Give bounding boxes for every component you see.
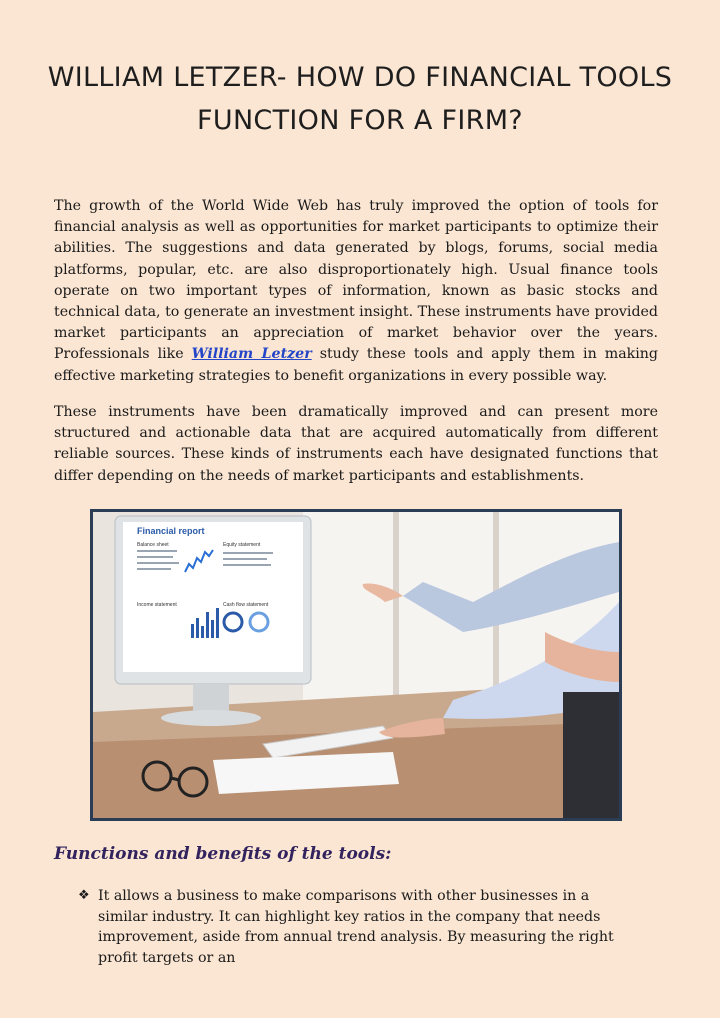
intro-paragraph <box>54 196 658 387</box>
section-heading: Functions and benefits of the tools: <box>54 844 392 864</box>
second-paragraph: These instruments have been dramatically improved and can present more structured and actionable data that are acquired automatically from different reliable sources. These kinds of instruments each have designated functions that differ depending on the needs of market participants and establishments. <box>54 404 658 484</box>
intro-paragraph-text: The growth of the World Wide Web has truly improved the option of tools for financial analysis as well as opportunities for market participants to optimize their abilities. The suggestions and data generated by blogs, forums, social media platforms, popular, etc. are also disproportionately high. Usual finance tools operate on two important types of information, known as basic stocks and technical data, to generate an investment insight. These instruments have provided market participants an appreciation of market behavior over the years. Professionals like <box>54 198 658 363</box>
diamond-bullet-icon: ❖ <box>78 888 90 903</box>
page-title: WILLIAM LETZER- HOW DO FINANCIAL TOOLS FUNCTION FOR A FIRM? <box>47 62 673 136</box>
list-item-text: It allows a business to make comparisons with other businesses in a similar industry. It can highlight key ratios in the company that needs improvement, aside from annual trend analysis. By measuring the right profit targets or an <box>98 888 614 966</box>
william-letzer-link[interactable]: William Letzer <box>191 346 312 363</box>
income-statement-label: Income statement <box>137 602 177 608</box>
report-title: Financial report <box>137 526 205 536</box>
intro-paragraph-text-end: study these tools and apply them in making effective marketing strategies to benefit organizations in every possible way. <box>54 346 659 384</box>
list-item <box>78 886 658 968</box>
financial-report-photo <box>90 509 622 821</box>
cash-flow-label: Cash flow statement <box>223 602 269 608</box>
equity-statement-label: Equity statement <box>223 542 261 548</box>
photo-illustration <box>93 512 619 818</box>
balance-sheet-label: Balance sheet <box>137 542 169 548</box>
